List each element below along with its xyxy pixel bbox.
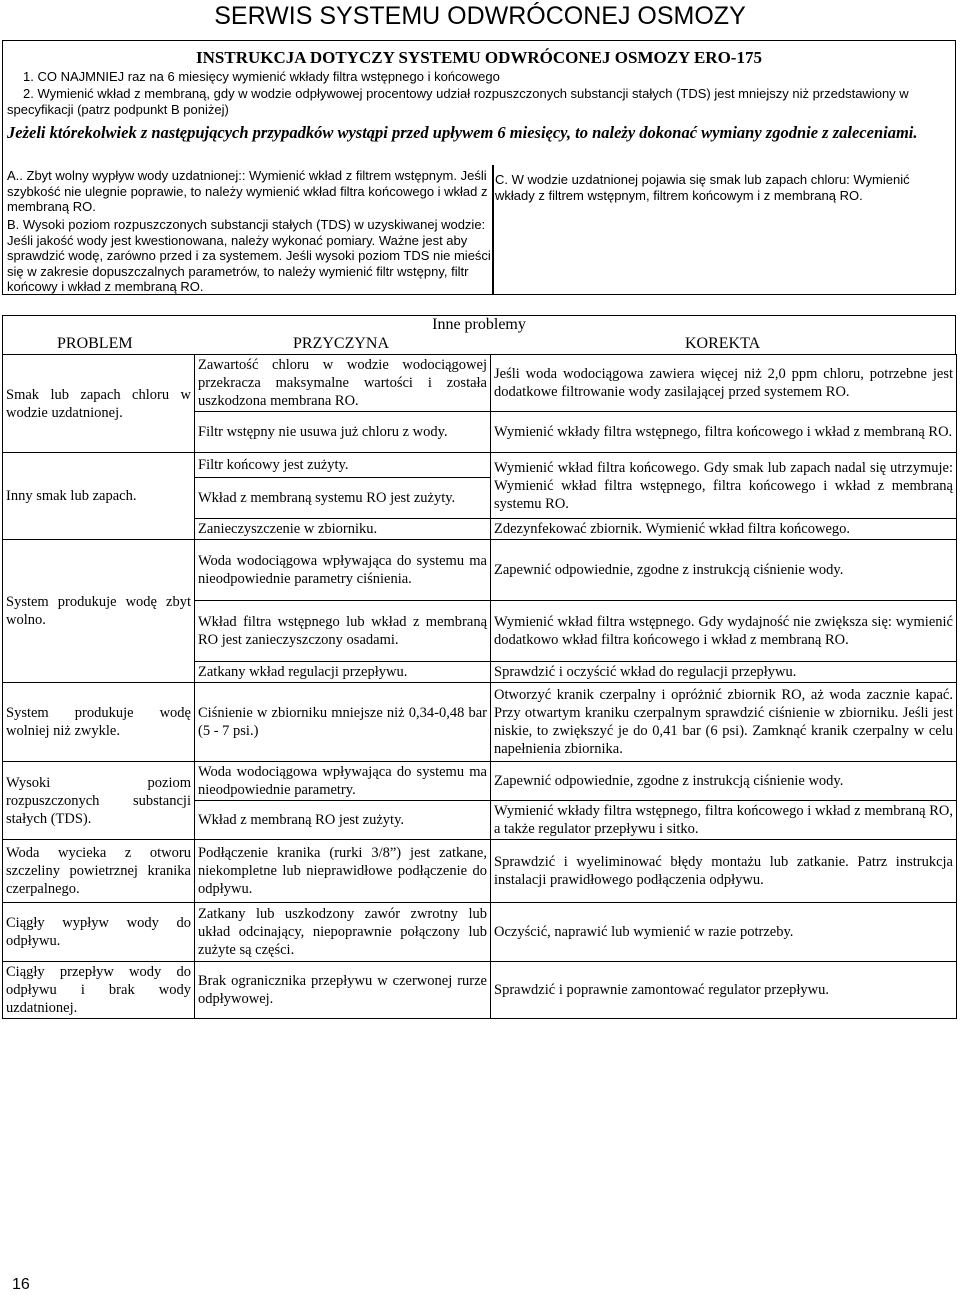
table-row [3, 453, 957, 478]
table-row [3, 762, 957, 801]
cause-cell: Wkład z membraną RO jest zużyty. [195, 801, 491, 840]
other-problems-header [2, 315, 956, 355]
instruction-case-b: B. Wysoki poziom rozpuszczonych substancji stałych (TDS) w uzyskiwanej wodzie: Jeśli jakość wody jest kwestionowana, należy wykonać pomiary. Ważne jest aby sprawdzić wodę, zarówno przed i za systemem. Jeśli wysoki poziom TDS nie mieści się w zakresie dopuszczalnych parametrów, to należy wymienić filtr wstępny, filtr końcowy i wkład z membraną RO. [7, 217, 491, 294]
other-problems-title: Inne problemy [432, 316, 526, 333]
problem-cell: System produkuje wodę zbyt wolno. [3, 540, 195, 683]
instruction-case-c: C. W wodzie uzdatnionej pojawia się smak lub zapach chloru: Wymienić wkłady z filtrem wstępnym, filtrem końcowym i z membraną RO. [495, 172, 910, 203]
cause-cell: Zatkany lub uszkodzony zawór zwrotny lub układ odcinający, niepoprawnie połączony lub zużyte są części. [195, 903, 491, 962]
table-row [3, 962, 957, 1019]
col-header-problem: PROBLEM [57, 335, 133, 352]
instruction-case-a: A.. Zbyt wolny wypływ wody uzdatnionej:: Wymienić wkład z filtrem wstępnym. Jeśli szybkość nie ulegnie poprawie, to należy wymienić wkład filtra końcowego i wkład z membraną RO. [7, 168, 488, 214]
instruction-line-1: 1. CO NAJMNIEJ raz na 6 miesięcy wymienić wkłady filtra wstępnego i końcowego [23, 69, 500, 84]
problems-table [2, 354, 957, 1019]
cause-cell: Woda wodociągowa wpływająca do systemu ma nieodpowiednie parametry ciśnienia. [195, 540, 491, 601]
fix-cell: Sprawdzić i wyeliminować błędy montażu lub zatkanie. Patrz instrukcja instalacji prawidłowego podłączenia odpływu. [491, 840, 957, 903]
table-row [3, 683, 957, 762]
table-row [3, 355, 957, 412]
cause-cell: Brak ogranicznika przepływu w czerwonej rurze odpływowej. [195, 962, 491, 1019]
cause-cell: Filtr wstępny nie usuwa już chloru z wody. [195, 412, 491, 453]
fix-cell: Wymienić wkłady filtra wstępnego, filtra końcowego i wkład z membraną RO, a także regulator przepływu i sitko. [491, 801, 957, 840]
fix-cell: Sprawdzić i oczyścić wkład do regulacji przepływu. [491, 662, 957, 683]
fix-cell: Sprawdzić i poprawnie zamontować regulator przepływu. [491, 962, 957, 1019]
page-number: 16 [12, 1276, 30, 1293]
problem-cell: Wysoki poziom rozpuszczonych substancji stałych (TDS). [3, 762, 195, 840]
instruction-line-2: 2. Wymienić wkład z membraną, gdy w wodzie odpływowej procentowy udział rozpuszczonych substancji stałych (TDS) jest mniejszy niż przedstawiony w specyfikacji (patrz podpunkt B poniżej) [7, 86, 909, 117]
fix-cell: Zapewnić odpowiednie, zgodne z instrukcją ciśnienie wody. [491, 540, 957, 601]
problem-cell: Inny smak lub zapach. [3, 453, 195, 540]
fix-cell: Zdezynfekować zbiornik. Wymienić wkład filtra końcowego. [491, 519, 957, 540]
table-row [3, 840, 957, 903]
cause-cell: Podłączenie kranika (rurki 3/8”) jest zatkane, niekompletne lub nieprawidłowe podłączenie do odpływu. [195, 840, 491, 903]
problem-cell: System produkuje wodę wolniej niż zwykle. [3, 683, 195, 762]
fix-cell: Jeśli woda wodociągowa zawiera więcej niż 2,0 ppm chloru, potrzebne jest dodatkowe filtrowanie wody zasilającej przed systemem RO. [491, 355, 957, 412]
cause-cell: Woda wodociągowa wpływająca do systemu ma nieodpowiednie parametry. [195, 762, 491, 801]
problem-cell: Smak lub zapach chloru w wodzie uzdatnionej. [3, 355, 195, 453]
cause-cell: Zanieczyszczenie w zbiorniku. [195, 519, 491, 540]
column-divider [492, 165, 494, 295]
col-header-cause: PRZYCZYNA [293, 335, 390, 352]
fix-cell: Wymienić wkłady filtra wstępnego, filtra końcowego i wkład z membraną RO. [491, 412, 957, 453]
cause-cell: Zatkany wkład regulacji przepływu. [195, 662, 491, 683]
cause-cell: Zawartość chloru w wodzie wodociągowej przekracza maksymalne wartości i została uszkodzona membrana RO. [195, 355, 491, 412]
cause-cell: Filtr końcowy jest zużyty. [195, 453, 491, 478]
fix-cell: Otworzyć kranik czerpalny i opróżnić zbiornik RO, aż woda zacznie kapać. Przy otwartym kraniku czerpalnym sprawdzić ciśnienie w zbiorniku. Jeśli jest niskie, to zwiększyć je do 0,41 bar (6 psi). Zamknąć kranik czerpalny w celu napełnienia zbiornika. [491, 683, 957, 762]
cause-cell: Ciśnienie w zbiorniku mniejsze niż 0,34-0,48 bar (5 - 7 psi.) [195, 683, 491, 762]
cause-cell: Wkład z membraną systemu RO jest zużyty. [195, 478, 491, 519]
problem-cell: Ciągły wypływ wody do odpływu. [3, 903, 195, 962]
fix-cell: Oczyścić, naprawić lub wymienić w razie potrzeby. [491, 903, 957, 962]
instruction-box [2, 40, 956, 295]
problem-cell: Ciągły przepływ wody do odpływu i brak wody uzdatnionej. [3, 962, 195, 1019]
page-header: SERWIS SYSTEMU ODWRÓCONEJ OSMOZY [214, 2, 746, 30]
col-header-fix: KOREKTA [685, 335, 761, 352]
instruction-bold-note: Jeżeli którekolwiek z następujących przypadków wystąpi przed upływem 6 miesięcy, to należy dokonać wymiany zgodnie z zaleceniami. [7, 123, 918, 142]
instruction-title: INSTRUKCJA DOTYCZY SYSTEMU ODWRÓCONEJ OSMOZY ERO-175 [196, 48, 762, 67]
fix-cell: Wymienić wkład filtra końcowego. Gdy smak lub zapach nadal się utrzymuje: Wymienić wkład filtra wstępnego, filtra końcowego i wkład z membraną systemu RO. [491, 453, 957, 519]
fix-cell: Zapewnić odpowiednie, zgodne z instrukcją ciśnienie wody. [491, 762, 957, 801]
problem-cell: Woda wycieka z otworu szczeliny powietrznej kranika czerpalnego. [3, 840, 195, 903]
table-row [3, 903, 957, 962]
table-row [3, 540, 957, 601]
cause-cell: Wkład filtra wstępnego lub wkład z membraną RO jest zanieczyszczony osadami. [195, 601, 491, 662]
fix-cell: Wymienić wkład filtra wstępnego. Gdy wydajność nie zwiększa się: wymienić dodatkowo wkład filtra końcowego i wkład z membraną RO. [491, 601, 957, 662]
